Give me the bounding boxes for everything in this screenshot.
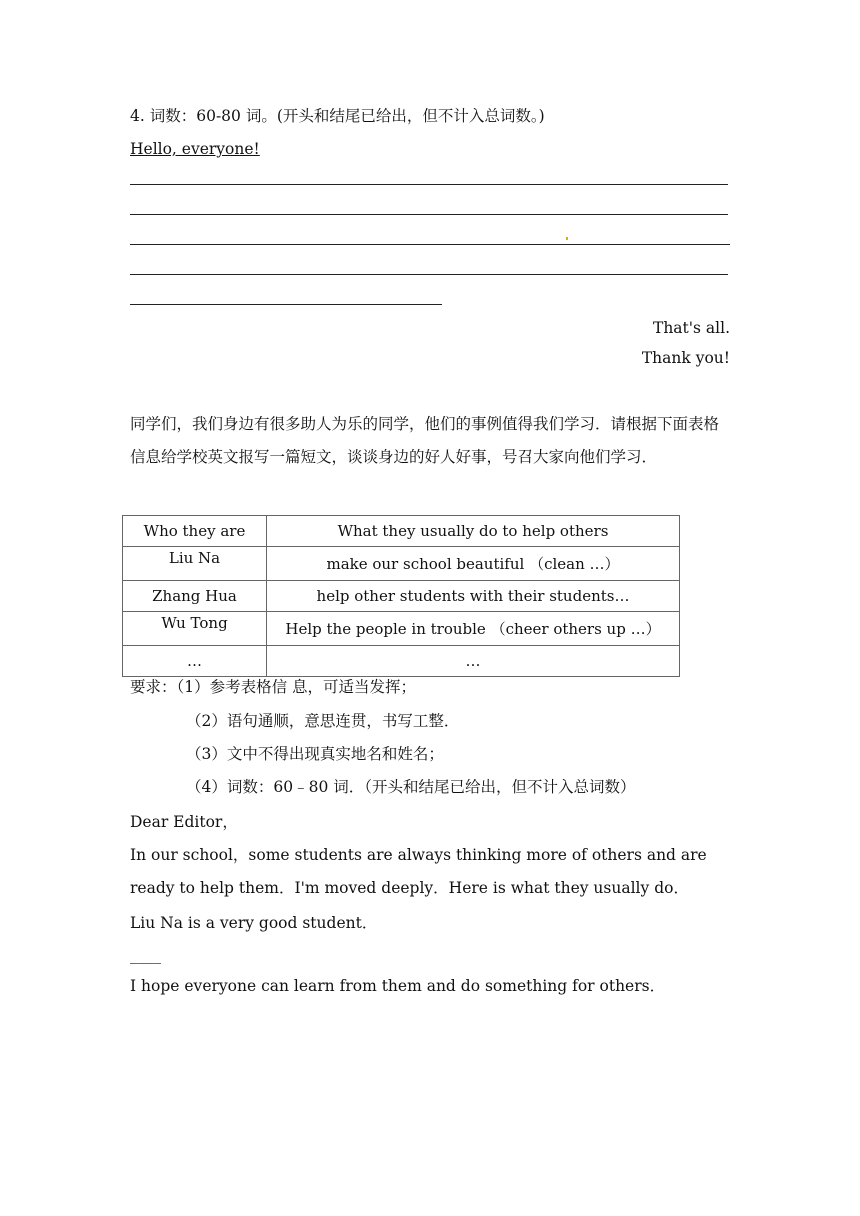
writing-line-4 [130, 274, 728, 275]
table-row [123, 547, 680, 581]
table-row [123, 646, 680, 677]
table-header-row [123, 516, 680, 547]
answer-blank: ____ [130, 946, 161, 964]
requirement-2: （2）语句通顺，意思连贯，书写工整． [186, 712, 460, 730]
closing-line-1: That's all. [652, 319, 730, 337]
writing-line-3 [130, 244, 730, 245]
requirement-4: （4）词数：60﹣80 词．（开头和结尾已给出，但不计入总词数） [186, 778, 636, 796]
table-cell: Liu Na [123, 547, 267, 581]
writing-line-1 [130, 184, 728, 185]
writing-line-5 [130, 304, 442, 305]
letter-body-2: Liu Na is a very good student． [130, 914, 378, 932]
table-header-cell: Who they are [123, 516, 267, 547]
table-row [123, 612, 680, 646]
question-heading: 4. 词数：60-80 词。(开头和结尾已给出，但不计入总词数。) [130, 107, 545, 125]
table-header-cell: What they usually do to help others [267, 516, 680, 547]
writing-line-2 [130, 214, 728, 215]
table-cell: Zhang Hua [123, 581, 267, 612]
table-cell: … [123, 646, 267, 677]
requirement-1: 要求：（1）参考表格信 息，可适当发挥； [130, 678, 417, 696]
salutation: Dear Editor， [130, 813, 238, 831]
letter-body-1: In our school，some students are always thinking more of others and are ready to help them．I'm moved deeply．Here is what they usually do． [130, 846, 707, 897]
closing-line-2: Thank you! [641, 349, 730, 367]
task-intro: 同学们，我们身边有很多助人为乐的同学，他们的事例值得我们学习．请根据下面表格信息给学校英文报写一篇短文，谈谈身边的好人好事，号召大家向他们学习． [130, 415, 720, 466]
table-cell: … [267, 646, 680, 677]
table-cell: Wu Tong [123, 612, 267, 646]
table-cell: make our school beautiful （clean …） [267, 547, 680, 581]
ink-mark [566, 237, 568, 240]
letter-ending: I hope everyone can learn from them and do something for others． [130, 977, 666, 995]
requirement-3: （3）文中不得出现真实地名和姓名； [186, 745, 444, 763]
info-table [122, 515, 680, 677]
table-cell: help other students with their students… [267, 581, 680, 612]
opening-line: Hello, everyone! [130, 140, 260, 158]
table-cell: Help the people in trouble （cheer others up …） [267, 612, 680, 646]
table-row [123, 581, 680, 612]
